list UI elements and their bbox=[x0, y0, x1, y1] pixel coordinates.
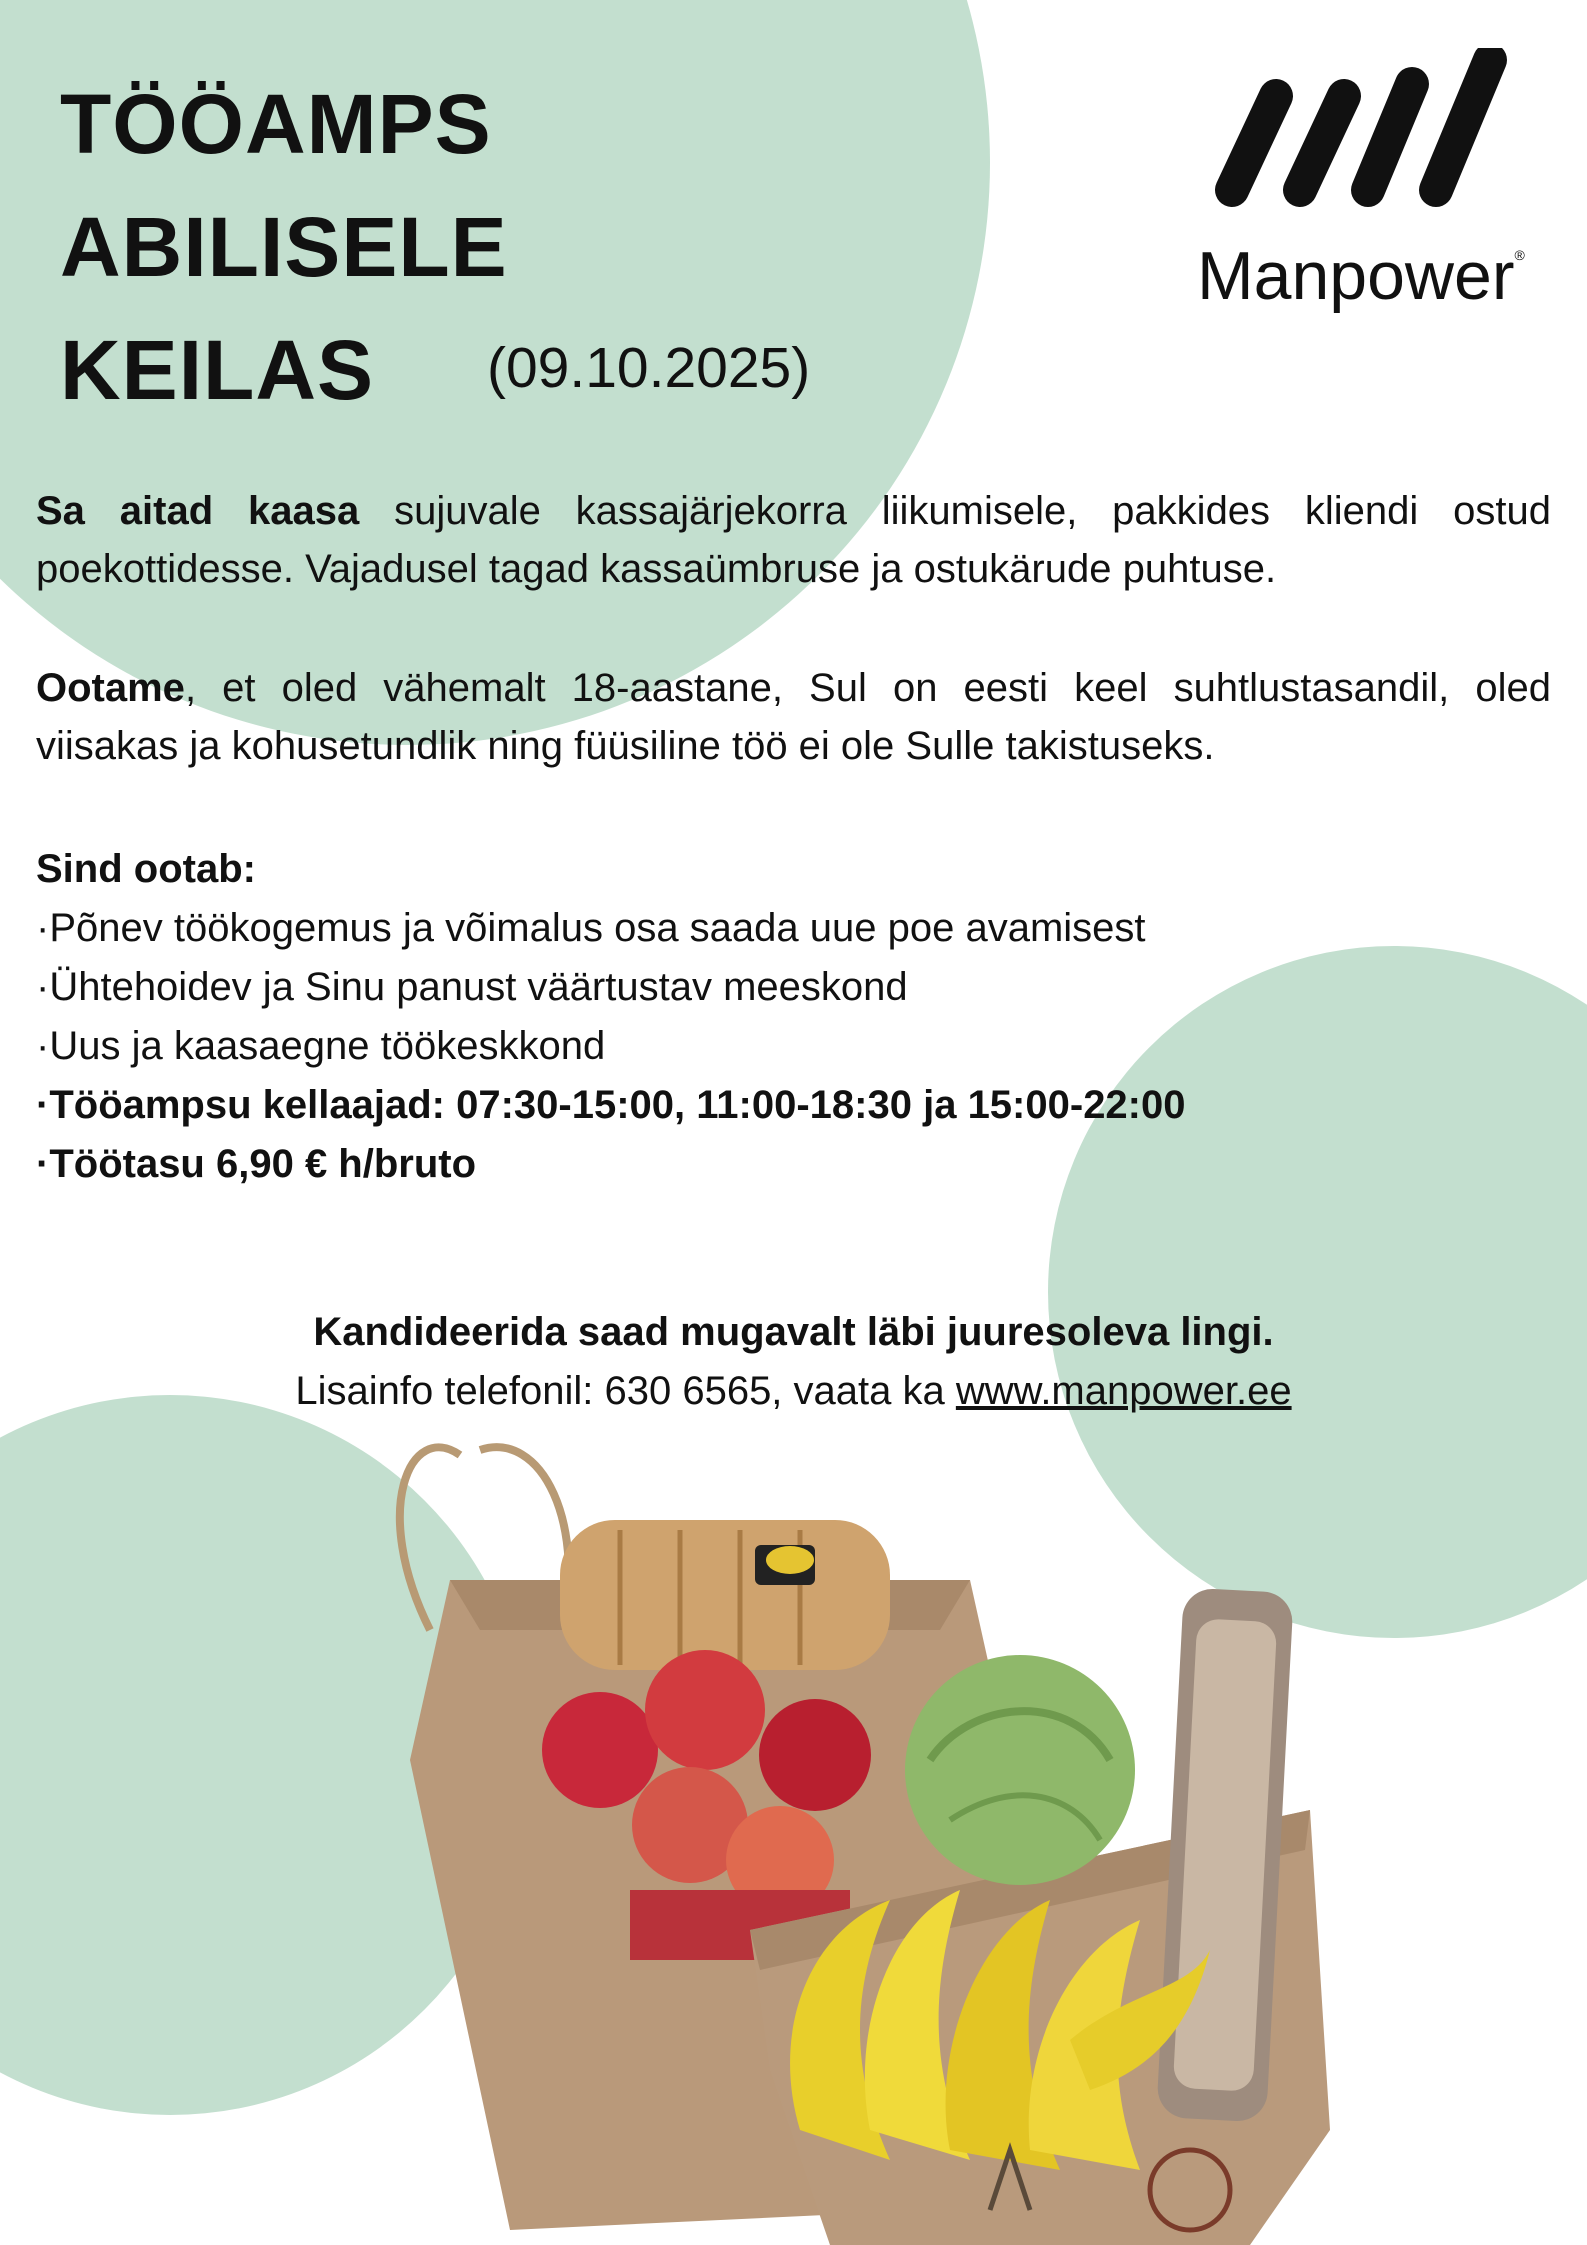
grocery-bags-illustration-icon bbox=[370, 1430, 1360, 2245]
event-date: (09.10.2025) bbox=[487, 336, 811, 400]
offer-item: ·Uus ja kaasaegne töökeskkond bbox=[36, 1024, 606, 1068]
offer-list bbox=[36, 840, 1186, 1194]
manpower-logo-icon bbox=[1190, 48, 1520, 218]
contact-info: Lisainfo telefonil: 630 6565, vaata ka www.manpower.ee bbox=[295, 1369, 1292, 1413]
offer-heading: Sind ootab: bbox=[36, 847, 256, 891]
website-link[interactable]: www.manpower.ee bbox=[955, 1369, 1292, 1413]
offer-item-salary: ·Töötasu 6,90 € h/bruto bbox=[36, 1142, 477, 1186]
offer-item: ·Ühtehoidev ja Sinu panust väärtustav meeskond bbox=[36, 965, 908, 1009]
title-line-2: ABILISELE bbox=[60, 200, 508, 294]
description-paragraph: Sa aitad kaasa sujuvale kassajärjekorra liikumisele, pakkides kliendi ostud poekottidesse. Vajadusel tagad kassaümbruse ja ostukärude puhtuse. bbox=[36, 489, 1551, 591]
apply-text: Kandideerida saad mugavalt läbi juuresoleva lingi. bbox=[313, 1310, 1274, 1354]
offer-item: ·Põnev töökogemus ja võimalus osa saada uue poe avamisest bbox=[36, 906, 1146, 950]
requirements-paragraph: Ootame, et oled vähemalt 18-aastane, Sul on eesti keel suhtlustasandil, oled viisakas ja kohusetundlik ning füüsiline töö ei ole Sulle takistuseks. bbox=[36, 666, 1551, 768]
offer-item-shift-times: ·Tööampsu kellaajad: 07:30-15:00, 11:00-18:30 ja 15:00-22:00 bbox=[36, 1083, 1186, 1127]
logo-wordmark: Manpower® bbox=[1197, 238, 1525, 314]
title-line-3: KEILAS bbox=[60, 323, 375, 417]
title-line-1: TÖÖAMPS bbox=[60, 77, 492, 171]
